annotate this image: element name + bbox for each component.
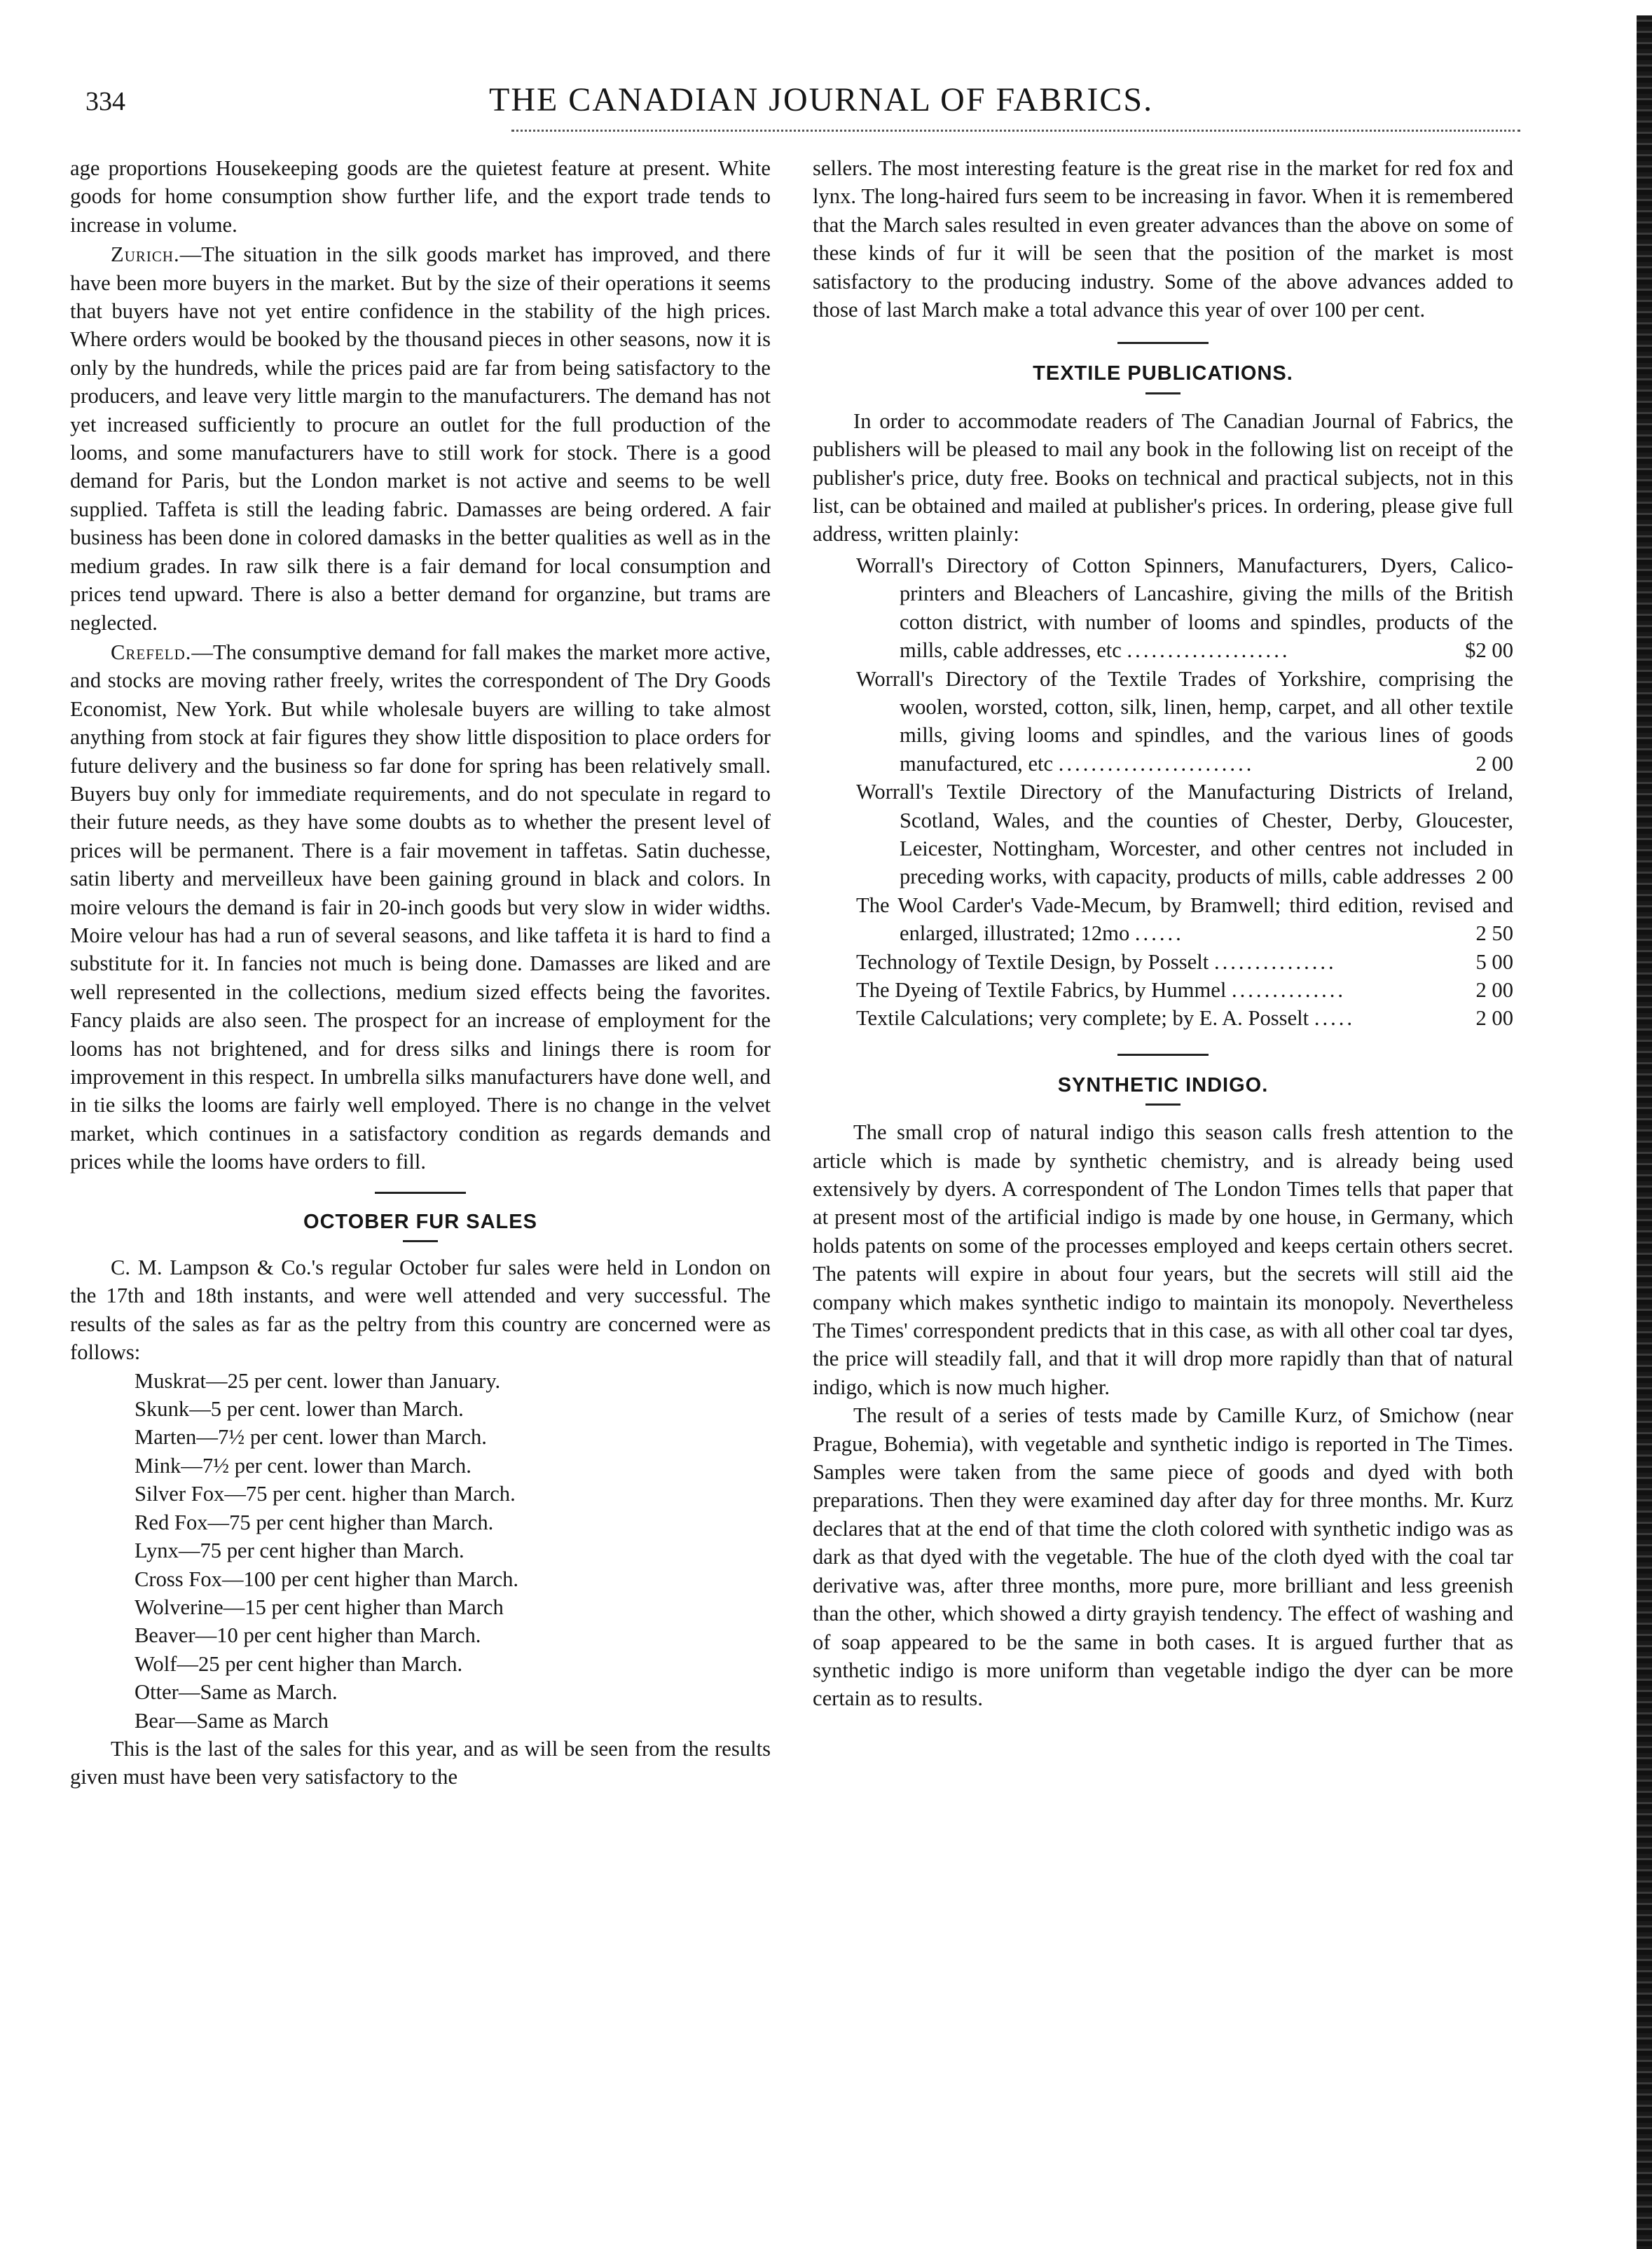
book-price: 2 00 <box>1475 977 1513 1002</box>
book-entry <box>856 1004 1513 1032</box>
header-rule <box>511 130 1520 132</box>
dot-leader: ..... <box>1314 1006 1356 1031</box>
dot-leader: ............... <box>1213 949 1337 974</box>
fur-sales-continued: sellers. The most interesting feature is the great rise in the market for red fox and lynx. The long-haired furs seem to be increasing in favor. When it is remembered that the March sales resulted in even greater advances than the above on some of these kinds of fur it will be seen that the position of the market is most satisfactory to the producing industry. Some of the above advances added to those of last March make a total advance this year of over 100 per cent. <box>813 156 1513 322</box>
section-divider <box>1117 342 1209 344</box>
book-title: Worrall's Directory of Cotton Spinners, Manufacturers, Dyers, Calico-printers and Bleachers of Lancashire, giving the mills of the British cotton district, with number of looms and spindles, products of the mills, cable addresses, etc <box>856 553 1513 663</box>
book-entry <box>856 778 1513 891</box>
book-title: Worrall's Textile Directory of the Manufacturing Districts of Ireland, Scotland, Wales, and the counties of Chester, Derby, Gloucester, Leicester, Nottingham, Worcester, and other centres not included in preceding works, with capacity, products of mills, cable addresses <box>856 780 1513 889</box>
list-item: Skunk—5 per cent. lower than March. <box>135 1397 464 1422</box>
indigo-paragraph-2: The result of a series of tests made by Camille Kurz, of Smichow (near Prague, Bohemia), with vegetable and synthetic indigo is reported in The Times. Samples were taken from the same piece of goods and dyed with both preparations. Then they were examined day after day for three months. Mr. Kurz declares that at the end of that time the cloth colored with synthetic indigo was as dark as that dyed with the vegetable. The hue of the cloth dyed with the coal tar derivative was, after three months, more pure, more brilliant and less greenish than the other, which showed a dirty grayish tendency. The effect of washing and of soap appeared to be the same in both cases. It is argued further that as synthetic indigo is more uniform than vegetable indigo the dyer can be more certain as to results. <box>813 1403 1513 1711</box>
indigo-paragraph-1: The small crop of natural indigo this season calls fresh attention to the article which is made by synthetic chemistry, and is already being used extensively by dyers. A correspondent of The London Times tells that paper that at present most of the artificial indigo is made by one house, in Germany, which holds patents on some of the processes employed and keeps certain others secret. The patents will expire in about four years, but the secrets will still aid the company which makes synthetic indigo to maintain its monopoly. Nevertheless The Times' correspondent predicts that in this case, as with all other coal tar dyes, the price will steadily fall, and that it will drop more rapidly than that of natural indigo, which is now much higher. <box>813 1120 1513 1399</box>
list-item: Mink—7½ per cent. lower than March. <box>135 1453 471 1478</box>
page-header <box>70 81 1534 130</box>
book-entry <box>856 976 1513 1004</box>
list-item: Wolverine—15 per cent higher than March <box>135 1595 504 1619</box>
dot-leader: .............. <box>1231 977 1347 1002</box>
book-entry <box>856 551 1513 665</box>
list-item: Muskrat—25 per cent. lower than January. <box>135 1368 501 1393</box>
title-underline <box>403 1240 438 1242</box>
crefeld-lead: Crefeld. <box>111 640 192 664</box>
book-price: 2 00 <box>1475 751 1513 776</box>
book-entry <box>856 948 1513 976</box>
list-item: Silver Fox—75 per cent. higher than March. <box>135 1482 516 1506</box>
dot-leader: .................... <box>1127 638 1290 663</box>
book-price: 2 00 <box>1475 1006 1513 1031</box>
dot-leader: ........................ <box>1058 751 1255 776</box>
list-item: Red Fox—75 per cent higher than March. <box>135 1510 494 1534</box>
list-item: Lynx—75 per cent higher than March. <box>135 1539 464 1563</box>
fur-results-list <box>70 1367 771 1735</box>
intro-paragraph: age proportions Housekeeping goods are the quietest feature at present. White goods for home consumption show further life, and the export trade tends to increase in volume. <box>70 156 771 237</box>
journal-title: THE CANADIAN JOURNAL OF FABRICS. <box>489 81 1154 118</box>
book-list <box>813 551 1513 1033</box>
fur-sales-closing: This is the last of the sales for this year, and as will be seen from the results given must have been very satisfactory to the <box>70 1736 771 1789</box>
book-price: $2 00 <box>1465 638 1513 663</box>
page-number: 334 <box>85 87 125 116</box>
zurich-paragraph <box>70 240 771 637</box>
zurich-lead: Zurich. <box>111 242 180 267</box>
book-title: Technology of Textile Design, by Posselt <box>856 949 1209 974</box>
list-item: Bear—Same as March <box>135 1708 329 1733</box>
crefeld-paragraph <box>70 638 771 1176</box>
fur-sales-title: OCTOBER FUR SALES <box>303 1210 537 1233</box>
book-title: Textile Calculations; very complete; by E. A. Posselt <box>856 1006 1309 1031</box>
book-price: 2 50 <box>1475 921 1513 946</box>
list-item: Cross Fox—100 per cent higher than March. <box>135 1567 519 1591</box>
right-column <box>813 154 1513 1713</box>
zurich-text: —The situation in the silk goods market has improved, and there have been more buyers in the market. But by the size of their operations it seems that buyers have not yet entire confidence in the stability of the high prices. Where orders would be booked by the thousand pieces in other seasons, now it is only by the hundreds, while the prices paid are far from being satisfactory to the producers, and leave very little margin to the manufacturers. The demand has not yet increased sufficiently to procure an outlet for the full production of the looms, and some manufacturers have to still work for stock. There is a good demand for Paris, but the London market is not active and seems to be well supplied. Taffeta is still the leading fabric. Damasses are being ordered. A fair business has been done in colored damasks in the better qualities as well as in the medium grades. In raw silk there is a fair demand for local consumption and prices tend upward. There is also a better demand for organzine, but trams are neglected. <box>70 242 771 635</box>
page-binding-edge <box>1637 15 1652 2249</box>
left-column <box>70 154 771 1791</box>
fur-sales-intro: C. M. Lampson & Co.'s regular October fur sales were held in London on the 17th and 18th instants, and were well attended and very successful. The results of the sales as far as the peltry from this country are concerned were as follows: <box>70 1256 771 1365</box>
book-title: The Wool Carder's Vade-Mecum, by Bramwell; third edition, revised and enlarged, illustrated; 12mo <box>856 893 1513 946</box>
book-title: The Dyeing of Textile Fabrics, by Hummel <box>856 977 1227 1002</box>
book-price: 2 00 <box>1475 865 1513 889</box>
book-entry <box>856 891 1513 948</box>
section-divider <box>375 1192 466 1194</box>
list-item: Marten—7½ per cent. lower than March. <box>135 1425 487 1450</box>
section-divider <box>1117 1054 1209 1056</box>
indigo-title: SYNTHETIC INDIGO. <box>1057 1073 1269 1096</box>
publications-title: TEXTILE PUBLICATIONS. <box>1033 362 1293 385</box>
list-item: Wolf—25 per cent higher than March. <box>135 1651 463 1676</box>
book-price: 5 00 <box>1475 949 1513 974</box>
publications-intro: In order to accommodate readers of The Canadian Journal of Fabrics, the publishers will be pleased to mail any book in the following list on receipt of the publisher's price, duty free. Books on technical and practical subjects, not in this list, can be obtained and mailed at publisher's prices. In ordering, please give full address, written plainly: <box>813 408 1513 546</box>
list-item: Beaver—10 per cent higher than March. <box>135 1623 481 1648</box>
book-entry <box>856 665 1513 778</box>
dot-leader: ...... <box>1134 921 1184 946</box>
title-underline <box>1145 1103 1181 1106</box>
list-item: Otter—Same as March. <box>135 1680 338 1705</box>
title-underline <box>1145 392 1181 394</box>
book-title: Worrall's Directory of the Textile Trades of Yorkshire, comprising the woolen, worsted, cotton, silk, linen, hemp, carpet, and all other textile mills, giving looms and spindles, and the various lines of goods manufactured, etc <box>856 666 1513 776</box>
crefeld-text: —The consumptive demand for fall makes the market more active, and stocks are moving rather freely, writes the correspondent of The Dry Goods Economist, New York. But while wholesale buyers are willing to take almost anything from stock at fair figures they show little disposition to place orders for future delivery and the business so far done for spring has been relatively small. Buyers buy only for immediate requirements, and do not speculate in regard to their future needs, as they have some doubts as to whether the present level of prices will be permanent. There is a fair movement in taffetas. Satin duchesse, satin liberty and merveilleux have been gaining ground in black and colors. In moire velours the demand is fair in 20-inch goods but very slow in wider widths. Moire velour has had a run of several seasons, and like taffeta it is hard to find a substitute for it. In fancies not much is being done. Damasses are liked and are well represented in the collections, medium sized effects being the favorites. Fancy plaids are also seen. The prospect for an increase of employment for the looms has not brightened, and for dress silks and linings there is room for improvement in this respect. In umbrella silks manufacturers have done well, and in tie silks the looms are fairly well employed. There is no change in the velvet market, which continues in a satisfactory condition as regards demands and prices while the looms have orders to fill. <box>70 640 771 1174</box>
